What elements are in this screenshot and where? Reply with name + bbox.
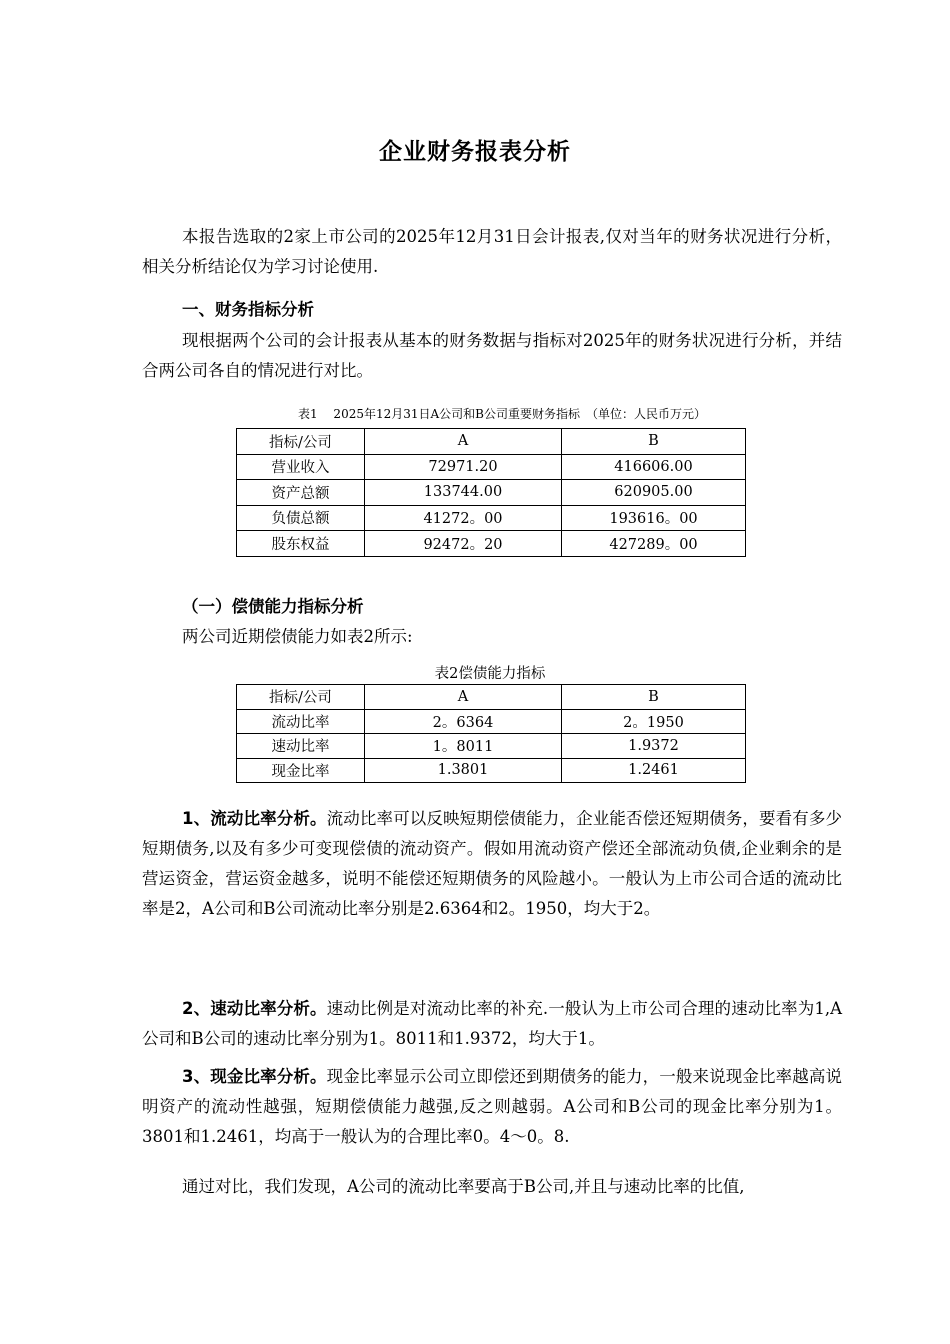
table-header-row <box>237 429 746 455</box>
table-cell: 193616。00 <box>562 505 746 531</box>
table-cell: 1。8011 <box>365 734 562 759</box>
table-row <box>237 480 746 506</box>
cash-ratio-text: 现金比率显示公司立即偿还到期债务的能力，一般来说现金比率越高说明资产的流动性越强，短期偿债能力越强,反之则越弱。A公司和B公司的现金比率分别为1。3801和1.2461，均高于一般认为的合理比率0。4～0。8. <box>142 1067 842 1146</box>
subsection1-paragraph: 两公司近期偿债能力如表2所示: <box>182 627 413 646</box>
table-header-cell: A <box>365 429 562 455</box>
current-ratio-paragraph <box>142 804 842 924</box>
table-cell: 负债总额 <box>237 505 365 531</box>
table-row <box>237 709 746 734</box>
table-row <box>237 758 746 783</box>
solvency-indicators-table <box>236 684 746 783</box>
cash-ratio-paragraph <box>142 1062 842 1152</box>
table-cell: 2。1950 <box>562 709 746 734</box>
table-cell: 股东权益 <box>237 531 365 557</box>
table-cell: 现金比率 <box>237 758 365 783</box>
current-ratio-text: 流动比率可以反映短期偿债能力，企业能否偿还短期债务，要看有多少短期债务,以及有多少可变现偿债的流动资产。假如用流动资产偿还全部流动负债,企业剩余的是营运资金，营运资金越多，说明不能偿还短期债务的风险越小。一般认为上市公司合适的流动比率是2，A公司和B公司流动比率分别是2.6364和2。1950，均大于2。 <box>142 809 842 918</box>
table-cell: 资产总额 <box>237 480 365 506</box>
table-cell: 1.2461 <box>562 758 746 783</box>
table-cell: 41272。00 <box>365 505 562 531</box>
section1-paragraph: 现根据两个公司的会计报表从基本的财务数据与指标对2025年的财务状况进行分析，并结合两公司各自的情况进行对比。 <box>142 331 842 380</box>
quick-ratio-paragraph <box>142 994 842 1054</box>
table-row <box>237 531 746 557</box>
table-cell: 流动比率 <box>237 709 365 734</box>
table-cell: 营业收入 <box>237 454 365 480</box>
table-cell: 92472。20 <box>365 531 562 557</box>
financial-indicators-table <box>236 428 746 557</box>
current-ratio-label: 1、流动比率分析。 <box>182 809 327 828</box>
table-cell: 620905.00 <box>562 480 746 506</box>
table-cell: 速动比率 <box>237 734 365 759</box>
table-header-cell: B <box>562 685 746 710</box>
table-header-cell: 指标/公司 <box>237 429 365 455</box>
table-header-cell: A <box>365 685 562 710</box>
table-row <box>237 734 746 759</box>
closing-paragraph: 通过对比，我们发现，A公司的流动比率要高于B公司,并且与速动比率的比值, <box>182 1177 745 1196</box>
table-row <box>237 505 746 531</box>
table-cell: 2。6364 <box>365 709 562 734</box>
table-cell: 1.9372 <box>562 734 746 759</box>
subsection-heading-solvency: （一）偿债能力指标分析 <box>182 597 364 616</box>
table-header-row <box>237 685 746 710</box>
intro-paragraph: 本报告选取的2家上市公司的2025年12月31日会计报表,仅对当年的财务状况进行分析，相关分析结论仅为学习讨论使用. <box>142 227 842 276</box>
table1-caption: 表1 2025年12月31日A公司和B公司重要财务指标 （单位：人民币万元） <box>297 407 706 421</box>
table-cell: 133744.00 <box>365 480 562 506</box>
table-cell: 72971.20 <box>365 454 562 480</box>
table-header-cell: 指标/公司 <box>237 685 365 710</box>
table-row <box>237 454 746 480</box>
section-heading-financial-indicators: 一、财务指标分析 <box>182 300 314 319</box>
table-cell: 1.3801 <box>365 758 562 783</box>
table-cell: 427289。00 <box>562 531 746 557</box>
cash-ratio-label: 3、现金比率分析。 <box>182 1067 327 1086</box>
quick-ratio-label: 2、速动比率分析。 <box>182 999 327 1018</box>
table-header-cell: B <box>562 429 746 455</box>
quick-ratio-text: 速动比例是对流动比率的补充.一般认为上市公司合理的速动比率为1,A公司和B公司的速动比率分别为1。8011和1.9372，均大于1。 <box>142 999 843 1048</box>
table-cell: 416606.00 <box>562 454 746 480</box>
document-title: 企业财务报表分析 <box>379 139 571 165</box>
table2-caption: 表2偿债能力指标 <box>434 666 546 682</box>
